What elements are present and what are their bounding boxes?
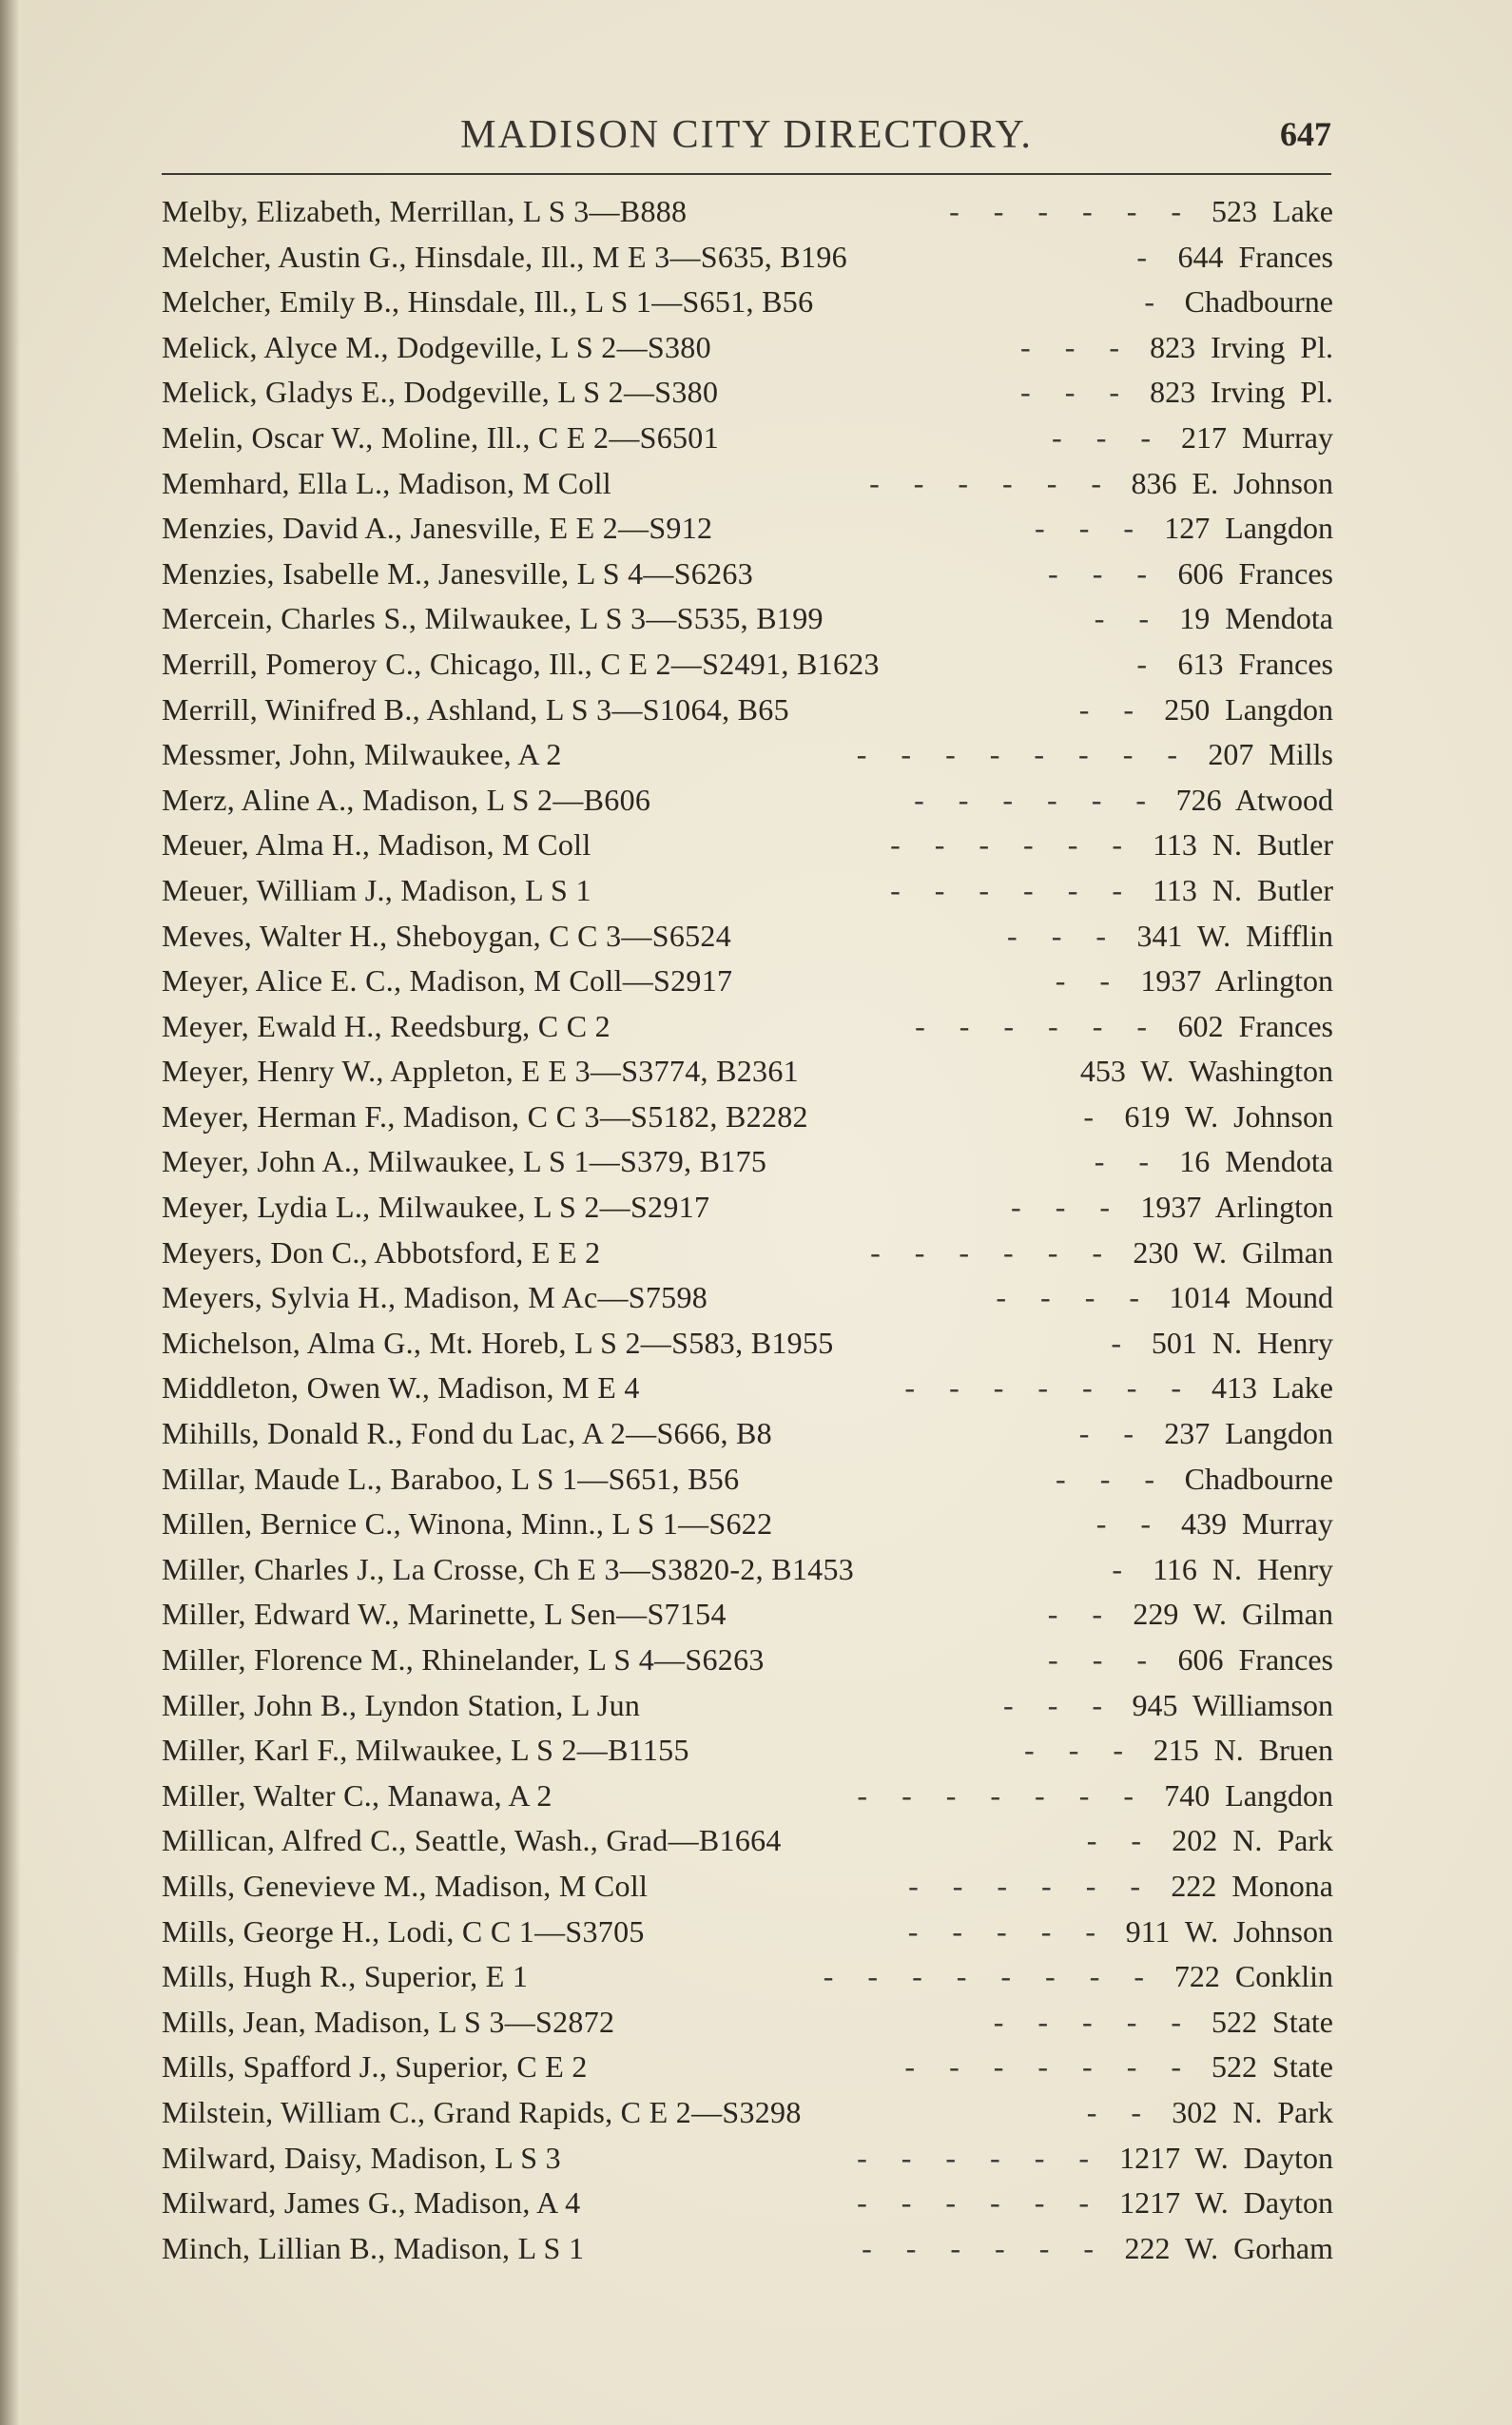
entry-address: 602 Frances <box>1177 1008 1333 1043</box>
entry-leader-dashes: - - - <box>1052 419 1164 455</box>
directory-entry <box>162 1864 1333 1910</box>
directory-entry <box>162 2181 1333 2226</box>
directory-entry <box>162 1231 1333 1276</box>
entry-name-text: Milward, Daisy, Madison, L S 3 <box>162 2140 561 2175</box>
directory-entry <box>162 914 1333 960</box>
entry-address: 1014 Mound <box>1169 1280 1333 1315</box>
entry-name-text: Millican, Alfred C., Seattle, Wash., Grad—B1664 <box>162 1823 782 1858</box>
entry-address: 222 W. Gorham <box>1124 2230 1333 2265</box>
entry-leader-dashes: - <box>1083 1098 1107 1134</box>
entry-name-text: Mills, Spafford J., Superior, C E 2 <box>162 2049 588 2085</box>
entry-leader-dashes: - - - - - - - <box>857 1777 1147 1813</box>
entry-name-text: Milstein, William C., Grand Rapids, C E 2—S3298 <box>162 2094 802 2129</box>
directory-entry <box>162 461 1333 507</box>
entry-address: 16 Mendota <box>1179 1144 1333 1179</box>
directory-entry <box>162 2045 1333 2090</box>
entry-name-text: Miller, Karl F., Milwaukee, L S 2—B1155 <box>162 1733 689 1768</box>
page-spine-shadow <box>0 0 21 2425</box>
entry-name-text: Miller, John B., Lyndon Station, L Jun <box>162 1687 641 1722</box>
entry-name-text: Mills, Genevieve M., Madison, M Coll <box>162 1868 649 1903</box>
directory-entry <box>162 189 1333 235</box>
entry-leader-dashes: - - - - - - <box>869 465 1115 500</box>
directory-entry <box>162 1728 1333 1774</box>
entry-name-text: Melin, Oscar W., Moline, Ill., C E 2—S6501 <box>162 419 719 455</box>
entry-leader-dashes: - - <box>1078 1416 1147 1451</box>
entry-leader-dashes: - - - - - - <box>857 2185 1102 2221</box>
entry-leader-dashes: - - - <box>1011 1190 1123 1225</box>
entry-leader-dashes: - - - - - - <box>890 872 1135 907</box>
entry-address: 501 N. Henry <box>1151 1325 1333 1360</box>
directory-entry <box>162 868 1333 914</box>
directory-entry <box>162 280 1333 325</box>
directory-entry <box>162 1592 1333 1638</box>
entry-name-text: Merrill, Winifred B., Ashland, L S 3—S1064, B65 <box>162 691 789 727</box>
entry-name-text: Minch, Lillian B., Madison, L S 1 <box>162 2230 585 2265</box>
entry-leader-dashes: - - - - - - - <box>904 2049 1194 2085</box>
entry-address: 439 Murray <box>1181 1506 1333 1542</box>
entry-leader-dashes: - - - <box>1003 1687 1115 1722</box>
entry-name-text: Meuer, William J., Madison, L S 1 <box>162 872 591 907</box>
entry-address: 945 Williamson <box>1132 1687 1333 1722</box>
entry-name-text: Middleton, Owen W., Madison, M E 4 <box>162 1370 640 1406</box>
entry-name-text: Mercein, Charles S., Milwaukee, L S 3—S535, B199 <box>162 601 824 636</box>
entry-address: 523 Lake <box>1212 194 1333 228</box>
entry-name-text: Miller, Walter C., Manawa, A 2 <box>162 1777 552 1813</box>
entry-address: 207 Mills <box>1208 737 1333 772</box>
entry-address: 217 Murray <box>1181 419 1333 455</box>
directory-entry <box>162 642 1333 688</box>
directory-entry <box>162 1547 1333 1593</box>
page-number: 647 <box>1280 115 1331 153</box>
entry-address: 413 Lake <box>1212 1370 1333 1406</box>
directory-entry <box>162 1366 1333 1411</box>
directory-entry <box>162 552 1333 597</box>
entry-address: 230 W. Gilman <box>1133 1234 1333 1270</box>
page-header <box>162 112 1331 169</box>
entry-leader-dashes: - <box>1136 646 1160 681</box>
entry-leader-dashes: - - - <box>1056 1461 1168 1496</box>
entry-address: 644 Frances <box>1177 239 1333 274</box>
entry-address: Chadbourne <box>1184 284 1333 320</box>
directory-entry <box>162 2226 1333 2272</box>
entry-address: 215 N. Bruen <box>1153 1733 1333 1768</box>
entry-leader-dashes: - - - - - - <box>914 782 1159 817</box>
entry-name-text: Menzies, David A., Janesville, E E 2—S912 <box>162 511 713 546</box>
directory-entry <box>162 823 1333 868</box>
directory-entries <box>162 189 1333 2271</box>
entry-name-text: Milward, James G., Madison, A 4 <box>162 2185 581 2221</box>
entry-name-text: Meyer, Henry W., Appleton, E E 3—S3774, B2361 <box>162 1054 799 1089</box>
directory-entry <box>162 1910 1333 1955</box>
entry-name-text: Melcher, Austin G., Hinsdale, Ill., M E 3—S635, B196 <box>162 239 847 274</box>
entry-address: 113 N. Butler <box>1153 872 1333 907</box>
entry-leader-dashes: - - - - <box>996 1280 1153 1315</box>
entry-leader-dashes: - - <box>1094 1144 1162 1179</box>
entry-leader-dashes: - - - - - <box>993 2004 1194 2039</box>
entry-leader-dashes: - - - <box>1020 329 1133 364</box>
entry-leader-dashes: - - <box>1086 1823 1154 1858</box>
entry-address: 341 W. Mifflin <box>1136 918 1333 953</box>
entry-address: 823 Irving Pl. <box>1150 375 1333 410</box>
entry-name-text: Millar, Maude L., Baraboo, L S 1—S651, B56 <box>162 1461 740 1496</box>
entry-leader-dashes: - - <box>1078 691 1147 727</box>
directory-entry <box>162 1004 1333 1050</box>
entry-address: 606 Frances <box>1177 1642 1333 1677</box>
entry-leader-dashes: - - <box>1086 2094 1154 2129</box>
entry-leader-dashes: - - - <box>1024 1733 1136 1768</box>
directory-entry <box>162 596 1333 642</box>
entry-name-text: Meyer, Ewald H., Reedsburg, C C 2 <box>162 1008 611 1043</box>
entry-address: 19 Mendota <box>1179 601 1333 636</box>
entry-leader-dashes: - - <box>1094 601 1162 636</box>
entry-leader-dashes: - - - - - - <box>870 1234 1115 1270</box>
entry-leader-dashes: - - - - - - - - <box>856 737 1191 772</box>
entry-name-text: Merz, Aline A., Madison, L S 2—B606 <box>162 782 651 817</box>
entry-name-text: Melick, Gladys E., Dodgeville, L S 2—S380 <box>162 375 719 410</box>
entry-address: 302 N. Park <box>1172 2094 1333 2129</box>
entry-leader-dashes: - - - - - - <box>857 2140 1102 2175</box>
entry-address: 1217 W. Dayton <box>1119 2185 1333 2221</box>
entry-name-text: Meyers, Sylvia H., Madison, M Ac—S7598 <box>162 1280 708 1315</box>
entry-leader-dashes: - - - - - - - <box>904 1370 1194 1406</box>
entry-name-text: Meyers, Don C., Abbotsford, E E 2 <box>162 1234 601 1270</box>
entry-address: 127 Langdon <box>1164 511 1333 546</box>
entry-name-text: Meyer, John A., Milwaukee, L S 1—S379, B175 <box>162 1144 767 1179</box>
directory-entry <box>162 1049 1333 1095</box>
entry-address: 911 W. Johnson <box>1125 1913 1333 1949</box>
directory-entry <box>162 1774 1333 1819</box>
directory-entry <box>162 2136 1333 2182</box>
entry-name-text: Meyer, Alice E. C., Madison, M Coll—S2917 <box>162 963 733 999</box>
entry-address: 453 W. Washington <box>1079 1054 1333 1089</box>
entry-name-text: Meves, Walter H., Sheboygan, C C 3—S6524 <box>162 918 732 953</box>
directory-entry <box>162 1275 1333 1321</box>
directory-entry <box>162 1321 1333 1367</box>
directory-entry <box>162 688 1333 733</box>
header-rule <box>162 173 1331 175</box>
entry-name-text: Millen, Bernice C., Winona, Minn., L S 1—S622 <box>162 1506 773 1542</box>
entry-address: 113 N. Butler <box>1153 827 1333 863</box>
entry-name-text: Miller, Edward W., Marinette, L Sen—S7154 <box>162 1597 727 1632</box>
entry-address: 836 E. Johnson <box>1131 465 1333 500</box>
entry-address: 1937 Arlington <box>1140 963 1333 999</box>
entry-name-text: Miller, Charles J., La Crosse, Ch E 3—S3820-2, B1453 <box>162 1551 855 1586</box>
directory-entry <box>162 1502 1333 1547</box>
entry-address: 522 State <box>1212 2004 1333 2039</box>
entry-address: 116 N. Henry <box>1153 1551 1333 1586</box>
directory-entry <box>162 1411 1333 1457</box>
entry-address: 722 Conklin <box>1173 1959 1333 1994</box>
entry-leader-dashes: - - - - - - <box>890 827 1135 863</box>
directory-entry <box>162 1139 1333 1185</box>
entry-name-text: Menzies, Isabelle M., Janesville, L S 4—S6263 <box>162 555 753 591</box>
entry-address: 237 Langdon <box>1164 1416 1333 1451</box>
entry-address: 229 W. Gilman <box>1133 1597 1333 1632</box>
entry-address: 823 Irving Pl. <box>1150 329 1333 364</box>
directory-entry <box>162 1095 1333 1140</box>
entry-leader-dashes: - - <box>1095 1506 1164 1542</box>
entry-leader-dashes: - <box>1136 239 1160 274</box>
entry-address: 606 Frances <box>1177 555 1333 591</box>
entry-address: 522 State <box>1212 2049 1333 2085</box>
page-title: MADISON CITY DIRECTORY. <box>460 113 1033 157</box>
entry-leader-dashes: - <box>1112 1551 1135 1586</box>
entry-address: 1217 W. Dayton <box>1119 2140 1333 2175</box>
entry-name-text: Mills, George H., Lodi, C C 1—S3705 <box>162 1913 645 1949</box>
directory-entry <box>162 1457 1333 1503</box>
directory-entry <box>162 778 1333 824</box>
directory-entry <box>162 2000 1333 2046</box>
entry-leader-dashes: - - <box>1047 1597 1115 1632</box>
entry-name-text: Merrill, Pomeroy C., Chicago, Ill., C E 2—S2491, B1623 <box>162 646 880 681</box>
entry-leader-dashes: - - - - - <box>907 1913 1109 1949</box>
entry-name-text: Mihills, Donald R., Fond du Lac, A 2—S666, B8 <box>162 1416 772 1451</box>
entry-leader-dashes: - - - - - - <box>862 2230 1107 2265</box>
entry-name-text: Meyer, Herman F., Madison, C C 3—S5182, B2282 <box>162 1098 808 1134</box>
entry-address: 613 Frances <box>1177 646 1333 681</box>
entry-leader-dashes: - <box>1111 1325 1134 1360</box>
entry-name-text: Melick, Alyce M., Dodgeville, L S 2—S380 <box>162 329 711 364</box>
entry-leader-dashes: - - - <box>1007 918 1119 953</box>
entry-leader-dashes: - - - - - - <box>915 1008 1160 1043</box>
entry-leader-dashes: - - - <box>1035 511 1147 546</box>
directory-entry <box>162 1954 1333 2000</box>
entry-name-text: Meuer, Alma H., Madison, M Coll <box>162 827 591 863</box>
entry-leader-dashes: - - - - - - <box>949 194 1194 228</box>
entry-leader-dashes: - - - <box>1048 1642 1160 1677</box>
directory-entry <box>162 1638 1333 1683</box>
entry-name-text: Miller, Florence M., Rhinelander, L S 4—S6263 <box>162 1642 765 1677</box>
directory-entry <box>162 732 1333 778</box>
directory-entry <box>162 2090 1333 2136</box>
entry-leader-dashes: - - - <box>1048 555 1160 591</box>
directory-entry <box>162 416 1333 461</box>
entry-address: 1937 Arlington <box>1140 1190 1333 1225</box>
directory-entry <box>162 1683 1333 1729</box>
directory-entry <box>162 235 1333 281</box>
entry-name-text: Melby, Elizabeth, Merrillan, L S 3—B888 <box>162 194 688 228</box>
directory-entry <box>162 1185 1333 1231</box>
entry-leader-dashes: - <box>1144 284 1168 320</box>
entry-address: 202 N. Park <box>1172 1823 1333 1858</box>
entry-leader-dashes: - - <box>1055 963 1123 999</box>
directory-entry <box>162 325 1333 371</box>
directory-entry <box>162 370 1333 416</box>
entry-leader-dashes: - - - - - - <box>908 1868 1153 1903</box>
entry-leader-dashes: - - - <box>1020 375 1133 410</box>
entry-address: 619 W. Johnson <box>1124 1098 1333 1134</box>
entry-name-text: Mills, Hugh R., Superior, E 1 <box>162 1959 529 1994</box>
entry-address: Chadbourne <box>1184 1461 1333 1496</box>
entry-name-text: Melcher, Emily B., Hinsdale, Ill., L S 1—S651, B56 <box>162 284 814 320</box>
entry-name-text: Messmer, John, Milwaukee, A 2 <box>162 737 562 772</box>
entry-address: 222 Monona <box>1171 1868 1333 1903</box>
entry-address: 740 Langdon <box>1164 1777 1333 1813</box>
entry-name-text: Mills, Jean, Madison, L S 3—S2872 <box>162 2004 615 2039</box>
entry-leader-dashes: - - - - - - - - <box>823 1959 1157 1994</box>
entry-address: 726 Atwood <box>1175 782 1333 817</box>
entry-address: 250 Langdon <box>1164 691 1333 727</box>
entry-name-text: Michelson, Alma G., Mt. Horeb, L S 2—S583, B1955 <box>162 1325 834 1360</box>
directory-entry <box>162 959 1333 1004</box>
directory-entry <box>162 506 1333 552</box>
entry-name-text: Meyer, Lydia L., Milwaukee, L S 2—S2917 <box>162 1190 710 1225</box>
directory-entry <box>162 1818 1333 1864</box>
entry-name-text: Memhard, Ella L., Madison, M Coll <box>162 465 611 500</box>
